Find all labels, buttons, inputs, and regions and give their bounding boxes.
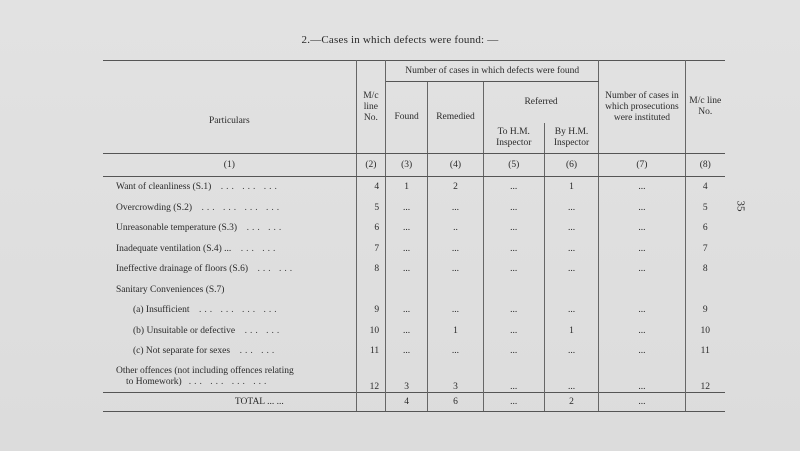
row-found: ... [386, 300, 428, 321]
row-label-line2: to Homework) [126, 376, 182, 387]
row-to-hm: ... [483, 239, 544, 260]
row-prosecutions: ... [599, 321, 685, 342]
row-line-no-right: 10 [700, 325, 710, 336]
row-line-no: 5 [356, 198, 385, 219]
header-mc-line-no: M/c line No. [356, 61, 385, 154]
row-remedied: 2 [428, 177, 484, 198]
row-line-no-right: 11 [700, 346, 710, 357]
table-row [103, 239, 725, 260]
row-to-hm: ... [483, 198, 544, 219]
row-found: ... [386, 259, 428, 280]
row-found: 1 [386, 177, 428, 198]
table-row [103, 300, 725, 321]
row-found: ... [386, 341, 428, 362]
row-line-no: 8 [356, 259, 385, 280]
row-dots: ... ... [257, 264, 296, 275]
col-number-2: (2) [356, 154, 385, 177]
row-prosecutions: ... [599, 198, 685, 219]
row-prosecutions [599, 280, 685, 301]
row-prosecutions: ... [599, 341, 685, 362]
row-found: ... [386, 218, 428, 239]
row-line-no-right: 6 [702, 223, 708, 234]
col-number-3: (3) [386, 154, 428, 177]
row-line-no-right: 7 [702, 243, 708, 254]
row-found: ... [386, 321, 428, 342]
row-remedied [428, 280, 484, 301]
row-label-text: Inadequate ventilation (S.4) ... [116, 243, 232, 254]
row-by-hm: ... [544, 362, 599, 393]
row-dots: ... ... ... ... [201, 202, 283, 213]
header-by-hm-inspector: By H.M. Inspector [544, 123, 599, 154]
row-dots: ... ... ... ... [199, 305, 280, 316]
row-line-no-right: 9 [702, 305, 708, 316]
row-label [103, 341, 356, 362]
row-remedied: ... [428, 341, 484, 362]
header-prosecutions: Number of cases in which prosecutions were instituted [599, 61, 685, 154]
row-to-hm: ... [483, 362, 544, 393]
row-by-hm: ... [544, 259, 599, 280]
row-label-text: Overcrowding (S.2) [116, 202, 192, 213]
table-row [103, 321, 725, 342]
table-row [103, 177, 725, 198]
row-label-text: Sanitary Conveniences (S.7) [116, 284, 225, 295]
defects-table [103, 60, 725, 412]
total-to-hm: ... [483, 392, 544, 411]
table-row-total [103, 392, 725, 411]
row-found [386, 280, 428, 301]
row-remedied: ... [428, 198, 484, 219]
row-by-hm [544, 280, 599, 301]
table-caption: 2.—Cases in which defects were found: — [301, 34, 499, 46]
row-line-no: 9 [356, 300, 385, 321]
row-dots: ... ... [246, 223, 285, 234]
row-to-hm: ... [483, 341, 544, 362]
total-label: TOTAL ... ... [103, 392, 356, 411]
table-row [103, 198, 725, 219]
row-found: ... [386, 239, 428, 260]
row-label-text: (b) Unsuitable or defective [133, 325, 236, 336]
row-remedied: 1 [428, 321, 484, 342]
row-remedied: ... [428, 259, 484, 280]
row-by-hm: ... [544, 239, 599, 260]
column-number-row [103, 154, 725, 177]
row-line-no-right: 5 [702, 202, 708, 213]
total-prosecutions: ... [599, 392, 685, 411]
row-dots: ... ... ... [220, 182, 280, 193]
row-label-text: Want of cleanliness (S.1) [116, 182, 212, 193]
row-line-no: 6 [356, 218, 385, 239]
row-to-hm: ... [483, 259, 544, 280]
row-prosecutions: ... [599, 300, 685, 321]
row-label-text: (c) Not separate for sexes [133, 346, 231, 357]
total-by-hm: 2 [544, 392, 599, 411]
row-dots: ... ... [239, 346, 278, 357]
table-row-other-offences [103, 362, 725, 393]
total-line-no-right [685, 392, 725, 411]
header-number-of-cases: Number of cases in which defects were found [386, 61, 599, 82]
table-body [103, 177, 725, 412]
col-number-5: (5) [483, 154, 544, 177]
row-line-no: 11 [356, 341, 385, 362]
row-label [103, 280, 356, 301]
col-number-4: (4) [428, 154, 484, 177]
table-row [103, 280, 725, 301]
table-row [103, 218, 725, 239]
row-label-line2-wrap [116, 377, 356, 388]
row-to-hm: ... [483, 300, 544, 321]
row-by-hm: ... [544, 341, 599, 362]
row-found: ... [386, 198, 428, 219]
row-line-no-right [685, 280, 725, 301]
row-line-no-right: 12 [700, 381, 710, 392]
row-line-no-right: 8 [702, 264, 708, 275]
row-by-hm: ... [544, 300, 599, 321]
header-particulars: Particulars [103, 61, 356, 154]
row-label-text: Unreasonable temperature (S.3) [116, 223, 238, 234]
header-found: Found [386, 82, 428, 154]
row-label [103, 259, 356, 280]
row-by-hm: 1 [544, 321, 599, 342]
row-prosecutions: ... [599, 259, 685, 280]
row-remedied: .. [428, 218, 484, 239]
table-row [103, 259, 725, 280]
header-to-hm-inspector: To H.M. Inspector [483, 123, 544, 154]
row-to-hm: ... [483, 177, 544, 198]
total-found: 4 [386, 392, 428, 411]
row-prosecutions: ... [599, 218, 685, 239]
row-remedied: 3 [428, 362, 484, 393]
total-remedied: 6 [428, 392, 484, 411]
row-prosecutions: ... [599, 362, 685, 393]
col-number-7: (7) [599, 154, 685, 177]
row-label-text: (a) Insufficient [133, 305, 190, 316]
row-label-line1: Other offences (not including offences relating [116, 365, 294, 376]
table-row [103, 341, 725, 362]
row-prosecutions: ... [599, 239, 685, 260]
page-number: 35 [734, 200, 747, 212]
row-line-no [356, 280, 385, 301]
col-number-6: (6) [544, 154, 599, 177]
row-label [103, 177, 356, 198]
row-label [103, 300, 356, 321]
row-line-no: 7 [356, 239, 385, 260]
row-label [103, 198, 356, 219]
row-dots: ... ... [244, 325, 283, 336]
header-referred: Referred [483, 82, 599, 124]
header-row-1 [103, 61, 725, 82]
row-remedied: ... [428, 239, 484, 260]
col-number-8: (8) [685, 154, 725, 177]
row-dots: ... ... ... ... [188, 376, 270, 387]
row-remedied: ... [428, 300, 484, 321]
row-found: 3 [386, 362, 428, 393]
row-line-no-right: 4 [702, 182, 708, 193]
row-prosecutions: ... [599, 177, 685, 198]
total-line-no [356, 392, 385, 411]
row-label [103, 218, 356, 239]
col-number-1: (1) [103, 154, 356, 177]
header-remedied: Remedied [428, 82, 484, 154]
row-by-hm: ... [544, 218, 599, 239]
row-line-no: 4 [356, 177, 385, 198]
row-by-hm: ... [544, 198, 599, 219]
row-dots: ... ... [240, 243, 279, 254]
header-mc-line-no-right: M/c line No. [685, 61, 725, 154]
row-label [103, 362, 356, 393]
row-to-hm: ... [483, 218, 544, 239]
row-line-no: 10 [356, 321, 385, 342]
row-label [103, 321, 356, 342]
row-to-hm [483, 280, 544, 301]
row-label [103, 239, 356, 260]
row-by-hm: 1 [544, 177, 599, 198]
row-label-text: Ineffective drainage of floors (S.6) [116, 264, 248, 275]
row-to-hm: ... [483, 321, 544, 342]
row-line-no: 12 [356, 362, 385, 393]
